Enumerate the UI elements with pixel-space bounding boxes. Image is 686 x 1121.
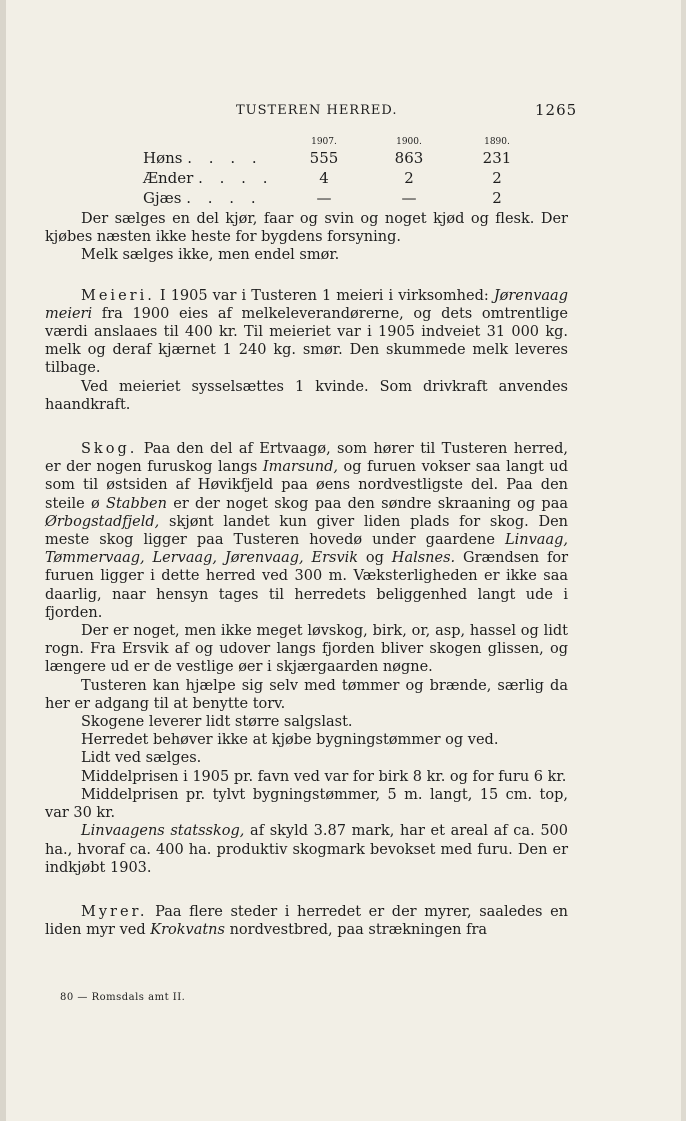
paragraph-skog: Skog. Paa den del af Ertvaagø, som hører til Tusteren herred, er der nogen furuskog langs Imarsund, og furuen vokser saa langt ud som til østsiden af Høvikfjeld paa øens nordvestligste del. Paa den steile ø Stabben er der noget skog paa den søndre skraaning og paa Ørbogstadfjeld, skjønt landet kun giver liden plads for skog. Den meste skog ligger paa Tusteren hovedø under gaardene Linvaag, Tømmervaag, Lervaag, Jørenvaag, Ersvik og Halsnes. Grændsen for furuen ligger i dette herred ved 300 m. Væksterligheden er ikke saa daarlig, naar hensyn tages til herredets beliggenhed langt ude i fjorden. — [45, 441, 568, 621]
paragraph-pris-tommer: Middelprisen pr. tylvt bygningstømmer, 5 m. langt, 15 cm. top, var 30 kr. — [45, 786, 568, 822]
place-name: Linvaag, Tømmervaag, Lervaag, Jørenvaag, Ersvik — [45, 532, 568, 567]
cell-1907: — — [316, 189, 332, 207]
year-header-1890: 1890. — [484, 137, 510, 147]
page-edge-right — [681, 0, 686, 1121]
paragraph-lovskog: Der er noget, men ikke meget løvskog, birk, or, asp, hassel og lidt rogn. Fra Ersvik af og udover langs fjorden bliver skogen glissen, og længere ud er de vestlige øer i skjærgaarden nøgne. — [45, 623, 568, 676]
leader-dots: . . . . — [198, 169, 274, 187]
section-heading-myrer: Myrer. — [81, 903, 148, 920]
section-heading-skog: Skog. — [81, 441, 138, 458]
place-name: Krokvatns — [150, 922, 225, 939]
section-heading-meieri: Meieri. — [81, 287, 155, 304]
paragraph-behov: Herredet behøver ikke at kjøbe bygningstømmer og ved. — [81, 732, 499, 749]
cell-1900: 2 — [404, 169, 414, 187]
table-header-row — [143, 136, 536, 148]
leader-dots: . . . . — [186, 189, 262, 207]
cell-1907: 555 — [309, 149, 339, 167]
cell-1900: 863 — [394, 149, 424, 167]
cell-1890: 2 — [492, 189, 502, 207]
paragraph-ved: Lidt ved sælges. — [81, 750, 202, 767]
page-header — [0, 103, 686, 123]
cell-1900: — — [401, 189, 417, 207]
cell-1890: 231 — [482, 149, 512, 167]
paragraph-milk: Melk sælges ikke, men endel smør. — [81, 247, 340, 264]
paragraph-myrer: Myrer. Paa flere steder i herredet er der myrer, saaledes en liden myr ved Krokvatns nordvestbred, paa strækningen fra — [45, 903, 568, 939]
paragraph-pris-ved: Middelprisen i 1905 pr. favn ved var for birk 8 kr. og for furu 6 kr. — [81, 768, 567, 785]
place-name: Halsnes. — [391, 550, 456, 567]
paragraph-selvhjelp: Tusteren kan hjælpe sig selv med tømmer og brænde, særlig da her er adgang til at benytte torv. — [45, 677, 568, 712]
cell-1890: 2 — [492, 169, 502, 187]
paragraph-meieri: Meieri. I 1905 var i Tusteren 1 meieri i virksomhed: Jørenvaag meieri fra 1900 eies af melkeleverandørerne, og dets omtrentlige værdi anslaaes til 400 kr. Til meieriet var i 1905 indveiet 31 000 kg. melk og deraf kjærnet 1 240 kg. smør. Den skummede melk leveres tilbage. — [45, 287, 568, 377]
place-name: Stabben — [106, 495, 167, 512]
table-row — [143, 168, 536, 188]
signature-mark: 80 — Romsdals amt II. — [60, 992, 186, 1003]
row-label: Høns — [143, 149, 183, 167]
place-name: Ørbogstadfjeld, — [45, 513, 160, 530]
table-row — [143, 188, 536, 208]
page-edge-left — [0, 0, 6, 1121]
row-label: Gjæs — [143, 189, 182, 207]
body-text — [45, 210, 568, 939]
place-name: Jørenvaag meieri — [45, 287, 568, 322]
cell-1907: 4 — [319, 169, 329, 187]
page-number: 1265 — [535, 101, 578, 119]
running-title: TUSTEREN HERRED. — [236, 103, 398, 118]
row-label: Ænder — [143, 169, 194, 187]
table-row — [143, 148, 536, 168]
livestock-table — [143, 136, 536, 208]
paragraph-salgslast: Skogene leverer lidt større salgslast. — [81, 714, 353, 731]
place-name: Linvaagens statsskog, — [81, 823, 245, 840]
paragraph-statsskog: Linvaagens statsskog, af skyld 3.87 mark, har et areal af ca. 500 ha., hvoraf ca. 400 ha. produktiv skogmark bevokset med furu. Den er indkjøbt 1903. — [45, 823, 568, 876]
paragraph-meieri-staff: Ved meieriet sysselsættes 1 kvinde. Som drivkraft anvendes haandkraft. — [45, 378, 568, 413]
year-header-1900: 1900. — [396, 137, 422, 147]
year-header-1907: 1907. — [311, 137, 337, 147]
leader-dots: . . . . — [187, 149, 263, 167]
paragraph-trade: Der sælges en del kjør, faar og svin og noget kjød og flesk. Der kjøbes næsten ikke heste for bygdens forsyning. — [45, 211, 568, 246]
place-name: Imarsund, — [262, 459, 338, 476]
